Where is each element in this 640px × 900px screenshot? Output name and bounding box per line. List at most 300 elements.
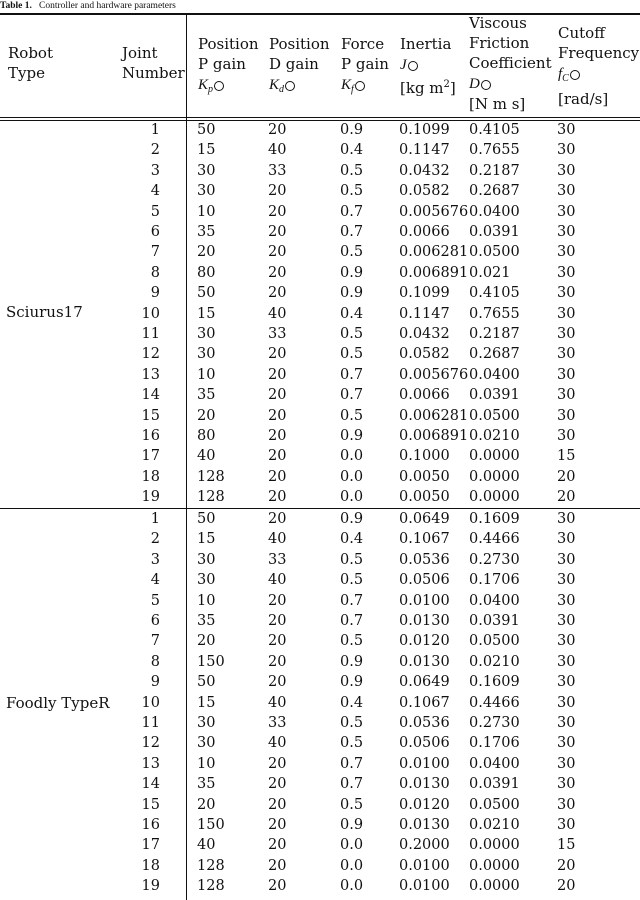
joint-number-cell: 14 — [141, 776, 160, 793]
kf-cell: 0.5 — [340, 183, 364, 200]
inertia-cell: 0.1147 — [399, 305, 450, 322]
kf-cell: 0.7 — [340, 387, 364, 404]
inertia-cell: 0.0100 — [399, 878, 450, 895]
joint-number-cell: 17 — [141, 837, 160, 854]
section-sciurus17 — [0, 120, 640, 509]
table-row — [0, 406, 640, 427]
robot-type-label: Foodly TypeR — [6, 694, 110, 712]
cutoff-cell: 30 — [557, 224, 576, 240]
table-row — [0, 161, 640, 182]
joint-number-cell: 13 — [141, 755, 160, 772]
kp-cell: 10 — [197, 592, 216, 609]
viscous-cell: 0.2687 — [469, 346, 520, 363]
table-row — [0, 856, 640, 877]
inertia-cell: 0.1067 — [399, 694, 450, 711]
joint-number-cell: 3 — [150, 551, 160, 568]
kd-cell: 40 — [268, 305, 287, 322]
kf-cell: 0.9 — [340, 285, 364, 302]
viscous-cell: 0.0391 — [469, 387, 520, 404]
inertia-cell: 0.0100 — [399, 857, 450, 874]
kp-cell: 15 — [197, 142, 216, 159]
kp-cell: 20 — [197, 244, 216, 261]
viscous-cell: 0.0400 — [469, 755, 520, 772]
viscous-cell: 0.0000 — [469, 837, 520, 854]
cutoff-cell: 30 — [557, 613, 576, 629]
joint-number-cell: 19 — [141, 878, 160, 895]
viscous-cell: 0.0210 — [469, 653, 520, 670]
inertia-cell: 0.1099 — [399, 122, 450, 138]
table-row — [0, 344, 640, 365]
kf-cell: 0.5 — [340, 715, 364, 731]
cutoff-cell: 30 — [557, 122, 576, 138]
kp-cell: 30 — [197, 326, 216, 342]
kf-cell: 0.7 — [340, 613, 364, 629]
joint-number-cell: 11 — [141, 715, 160, 731]
table-row — [0, 550, 640, 571]
kf-cell: 0.0 — [340, 878, 364, 895]
table-row — [0, 487, 640, 508]
viscous-cell: 0.2187 — [469, 162, 520, 179]
table-row — [0, 242, 640, 263]
table-row — [0, 385, 640, 406]
kf-cell: 0.9 — [340, 264, 364, 281]
kp-cell: 10 — [197, 203, 216, 220]
kp-cell: 35 — [197, 387, 216, 404]
kf-cell: 0.5 — [340, 796, 364, 813]
joint-number-cell: 8 — [150, 653, 160, 670]
viscous-cell: 0.0000 — [469, 448, 520, 465]
inertia-cell: 0.2000 — [399, 837, 450, 854]
kp-cell: 50 — [197, 122, 216, 138]
inertia-cell: 0.0130 — [399, 613, 450, 629]
joint-number-cell: 15 — [141, 796, 160, 813]
cutoff-cell: 20 — [557, 857, 576, 874]
inertia-cell: 0.0506 — [399, 735, 450, 752]
joint-number-cell: 3 — [150, 162, 160, 179]
cutoff-cell: 30 — [557, 715, 576, 731]
kd-cell: 20 — [268, 264, 287, 281]
viscous-cell: 0.4105 — [469, 285, 520, 302]
kp-cell: 30 — [197, 572, 216, 589]
joint-number-cell: 12 — [141, 735, 160, 752]
cutoff-cell: 20 — [557, 878, 576, 895]
cutoff-cell: 30 — [557, 142, 576, 159]
kd-cell: 20 — [268, 674, 287, 691]
kf-cell: 0.5 — [340, 244, 364, 261]
kd-cell: 20 — [268, 448, 287, 465]
viscous-cell: 0.0000 — [469, 857, 520, 874]
kd-cell: 20 — [268, 592, 287, 609]
table-row — [0, 754, 640, 775]
table-row — [0, 774, 640, 795]
inertia-cell: 0.0536 — [399, 715, 450, 731]
kp-cell: 15 — [197, 305, 216, 322]
cutoff-cell: 30 — [557, 203, 576, 220]
cutoff-cell: 30 — [557, 407, 576, 424]
kd-cell: 33 — [268, 326, 287, 342]
table-caption — [0, 0, 176, 12]
inertia-cell: 0.1067 — [399, 531, 450, 548]
inertia-cell: 0.005676 — [399, 366, 469, 383]
kd-cell: 40 — [268, 531, 287, 548]
kp-cell: 50 — [197, 285, 216, 302]
table-row — [0, 529, 640, 550]
kp-cell: 20 — [197, 407, 216, 424]
joint-number-cell: 19 — [141, 489, 160, 506]
kf-cell: 0.9 — [340, 428, 364, 444]
table-row — [0, 263, 640, 284]
kp-cell: 80 — [197, 428, 216, 444]
kd-cell: 40 — [268, 694, 287, 711]
table-row — [0, 426, 640, 447]
viscous-cell: 0.2187 — [469, 326, 520, 342]
cutoff-cell: 30 — [557, 633, 576, 650]
joint-number-cell: 6 — [150, 613, 160, 629]
cutoff-cell: 30 — [557, 531, 576, 548]
viscous-cell: 0.0500 — [469, 633, 520, 650]
kd-cell: 20 — [268, 407, 287, 424]
joint-number-cell: 11 — [141, 326, 160, 342]
kf-cell: 0.5 — [340, 633, 364, 650]
viscous-cell: 0.4105 — [469, 122, 520, 138]
kf-cell: 0.5 — [340, 407, 364, 424]
table-row — [0, 835, 640, 856]
kf-cell: 0.5 — [340, 162, 364, 179]
viscous-cell: 0.4466 — [469, 694, 520, 711]
joint-number-cell: 12 — [141, 346, 160, 363]
inertia-cell: 0.1099 — [399, 285, 450, 302]
kd-cell: 20 — [268, 613, 287, 629]
inertia-cell: 0.1147 — [399, 142, 450, 159]
joint-number-cell: 17 — [141, 448, 160, 465]
viscous-cell: 0.0400 — [469, 592, 520, 609]
kp-cell: 15 — [197, 694, 216, 711]
header-inertia: Inertia J [kg $m^2$] — [400, 35, 456, 97]
kp-cell: 35 — [197, 613, 216, 629]
table-row — [0, 733, 640, 754]
table-row — [0, 652, 640, 673]
joint-number-cell: 16 — [141, 817, 160, 833]
viscous-cell: 0.0391 — [469, 224, 520, 240]
table-row — [0, 446, 640, 467]
joint-number-cell: 10 — [141, 694, 160, 711]
cutoff-cell: 30 — [557, 551, 576, 568]
kp-cell: 150 — [197, 653, 225, 670]
cutoff-cell: 30 — [557, 674, 576, 691]
viscous-cell: 0.0210 — [469, 817, 520, 833]
kd-cell: 20 — [268, 387, 287, 404]
kf-cell: 0.4 — [340, 305, 364, 322]
table-row — [0, 283, 640, 304]
kd-cell: 20 — [268, 285, 287, 302]
cutoff-cell: 30 — [557, 326, 576, 342]
inertia-cell: 0.006281 — [399, 244, 469, 261]
robot-type-label: Sciurus17 — [6, 303, 83, 321]
joint-number-cell: 18 — [141, 468, 160, 485]
kd-cell: 40 — [268, 735, 287, 752]
viscous-cell: 0.0500 — [469, 796, 520, 813]
joint-number-cell: 9 — [150, 285, 160, 302]
kp-cell: 128 — [197, 489, 225, 506]
table-row — [0, 365, 640, 386]
viscous-cell: 0.1706 — [469, 572, 520, 589]
kd-cell: 20 — [268, 796, 287, 813]
joint-number-cell: 4 — [150, 572, 160, 589]
viscous-cell: 0.1609 — [469, 511, 520, 527]
joint-number-cell: 14 — [141, 387, 160, 404]
kd-cell: 20 — [268, 346, 287, 363]
table-row — [0, 611, 640, 632]
table-row — [0, 795, 640, 816]
inertia-cell: 0.0130 — [399, 776, 450, 793]
table-row — [0, 181, 640, 202]
inertia-cell: 0.0649 — [399, 674, 450, 691]
joint-number-cell: 5 — [150, 203, 160, 220]
kp-cell: 30 — [197, 551, 216, 568]
joint-number-cell: 15 — [141, 407, 160, 424]
header-viscous-friction: Viscous Friction Coefficient D [N m s] — [469, 14, 552, 113]
cutoff-cell: 30 — [557, 776, 576, 793]
joint-number-cell: 10 — [141, 305, 160, 322]
table-row — [0, 222, 640, 243]
cutoff-cell: 30 — [557, 346, 576, 363]
kp-cell: 50 — [197, 511, 216, 527]
joint-number-cell: 9 — [150, 674, 160, 691]
joint-number-cell: 6 — [150, 224, 160, 240]
kd-cell: 33 — [268, 551, 287, 568]
kp-cell: 50 — [197, 674, 216, 691]
kd-cell: 20 — [268, 366, 287, 383]
inertia-cell: 0.0066 — [399, 387, 450, 404]
table-row — [0, 713, 640, 734]
cutoff-cell: 30 — [557, 264, 576, 281]
header-force-p-gain: Force P gain $K_f$ — [341, 35, 389, 95]
inertia-cell: 0.006891 — [399, 264, 469, 281]
joint-number-cell: 5 — [150, 592, 160, 609]
inertia-cell: 0.0582 — [399, 183, 450, 200]
header-cutoff-frequency: Cutoff Frequency $f_C$ [rad/s] — [558, 24, 640, 108]
table-row — [0, 324, 640, 345]
inertia-cell: 0.0050 — [399, 468, 450, 485]
kf-cell: 0.5 — [340, 326, 364, 342]
cutoff-cell: 30 — [557, 572, 576, 589]
inertia-cell: 0.006891 — [399, 428, 469, 444]
viscous-cell: 0.0210 — [469, 428, 520, 444]
kd-cell: 20 — [268, 633, 287, 650]
table-row — [0, 631, 640, 652]
kf-cell: 0.0 — [340, 468, 364, 485]
kf-cell: 0.5 — [340, 735, 364, 752]
kf-cell: 0.5 — [340, 346, 364, 363]
kd-cell: 20 — [268, 468, 287, 485]
kf-cell: 0.7 — [340, 592, 364, 609]
kf-cell: 0.0 — [340, 857, 364, 874]
caption-text: Controller and hardware parameters — [38, 1, 176, 11]
kp-cell: 35 — [197, 776, 216, 793]
kd-cell: 20 — [268, 857, 287, 874]
kd-cell: 20 — [268, 489, 287, 506]
inertia-cell: 0.0582 — [399, 346, 450, 363]
inertia-cell: 0.0506 — [399, 572, 450, 589]
kd-cell: 20 — [268, 122, 287, 138]
kf-cell: 0.5 — [340, 572, 364, 589]
cutoff-cell: 30 — [557, 653, 576, 670]
table-row — [0, 202, 640, 223]
kf-cell: 0.7 — [340, 224, 364, 240]
kf-cell: 0.7 — [340, 755, 364, 772]
table-row — [0, 509, 640, 530]
viscous-cell: 0.021 — [469, 264, 511, 281]
kd-cell: 20 — [268, 817, 287, 833]
kd-cell: 20 — [268, 428, 287, 444]
cutoff-cell: 20 — [557, 468, 576, 485]
joint-number-cell: 4 — [150, 183, 160, 200]
viscous-cell: 0.0000 — [469, 878, 520, 895]
kf-cell: 0.0 — [340, 448, 364, 465]
joint-number-cell: 16 — [141, 428, 160, 444]
joint-number-cell: 8 — [150, 264, 160, 281]
viscous-cell: 0.0400 — [469, 366, 520, 383]
cutoff-cell: 15 — [557, 837, 576, 854]
kp-cell: 30 — [197, 735, 216, 752]
cutoff-cell: 30 — [557, 387, 576, 404]
kp-cell: 40 — [197, 448, 216, 465]
cutoff-cell: 30 — [557, 511, 576, 527]
inertia-cell: 0.0649 — [399, 511, 450, 527]
cutoff-cell: 30 — [557, 735, 576, 752]
header-robot-type: Robot Type — [8, 44, 53, 82]
joint-number-cell: 1 — [150, 511, 160, 527]
kf-cell: 0.4 — [340, 531, 364, 548]
kp-cell: 128 — [197, 878, 225, 895]
cutoff-cell: 30 — [557, 366, 576, 383]
kd-cell: 20 — [268, 776, 287, 793]
kd-cell: 20 — [268, 183, 287, 200]
joint-number-cell: 1 — [150, 122, 160, 138]
kd-cell: 20 — [268, 878, 287, 895]
kf-cell: 0.4 — [340, 142, 364, 159]
cutoff-cell: 30 — [557, 162, 576, 179]
kp-cell: 35 — [197, 224, 216, 240]
kf-cell: 0.0 — [340, 489, 364, 506]
kf-cell: 0.9 — [340, 511, 364, 527]
table-row — [0, 304, 640, 325]
cutoff-cell: 20 — [557, 489, 576, 506]
viscous-cell: 0.0391 — [469, 776, 520, 793]
header-joint-number: Joint Number — [122, 44, 185, 82]
kp-cell: 10 — [197, 755, 216, 772]
kp-cell: 30 — [197, 715, 216, 731]
kp-cell: 30 — [197, 183, 216, 200]
viscous-cell: 0.2730 — [469, 715, 520, 731]
kd-cell: 20 — [268, 203, 287, 220]
viscous-cell: 0.0391 — [469, 613, 520, 629]
cutoff-cell: 30 — [557, 755, 576, 772]
joint-number-cell: 18 — [141, 857, 160, 874]
table-row — [0, 693, 640, 714]
table-row — [0, 570, 640, 591]
kf-cell: 0.9 — [340, 653, 364, 670]
inertia-cell: 0.005676 — [399, 203, 469, 220]
kd-cell: 20 — [268, 224, 287, 240]
inertia-cell: 0.0100 — [399, 755, 450, 772]
cutoff-cell: 30 — [557, 183, 576, 200]
table-row — [0, 672, 640, 693]
table-row — [0, 591, 640, 612]
inertia-cell: 0.0066 — [399, 224, 450, 240]
inertia-cell: 0.0050 — [399, 489, 450, 506]
kd-cell: 20 — [268, 837, 287, 854]
cutoff-cell: 30 — [557, 592, 576, 609]
viscous-cell: 0.2687 — [469, 183, 520, 200]
cutoff-cell: 30 — [557, 285, 576, 302]
kp-cell: 30 — [197, 162, 216, 179]
kf-cell: 0.7 — [340, 776, 364, 793]
table-row — [0, 140, 640, 161]
inertia-cell: 0.0120 — [399, 633, 450, 650]
cutoff-cell: 30 — [557, 817, 576, 833]
header-position-d-gain: Position D gain $K_d$ — [269, 35, 330, 95]
inertia-cell: 0.0100 — [399, 592, 450, 609]
kd-cell: 33 — [268, 715, 287, 731]
kp-cell: 40 — [197, 837, 216, 854]
inertia-cell: 0.0432 — [399, 162, 450, 179]
kf-cell: 0.7 — [340, 366, 364, 383]
kp-cell: 20 — [197, 796, 216, 813]
viscous-cell: 0.4466 — [469, 531, 520, 548]
kf-cell: 0.4 — [340, 694, 364, 711]
section-foodly-typer — [0, 509, 640, 900]
kp-cell: 20 — [197, 633, 216, 650]
cutoff-cell: 15 — [557, 448, 576, 465]
joint-number-cell: 7 — [150, 633, 160, 650]
kd-cell: 20 — [268, 755, 287, 772]
kp-cell: 30 — [197, 346, 216, 363]
table-row — [0, 815, 640, 836]
joint-number-cell: 2 — [150, 142, 160, 159]
inertia-cell: 0.0536 — [399, 551, 450, 568]
kd-cell: 40 — [268, 142, 287, 159]
inertia-cell: 0.0432 — [399, 326, 450, 342]
viscous-cell: 0.0000 — [469, 468, 520, 485]
inertia-cell: 0.006281 — [399, 407, 469, 424]
cutoff-cell: 30 — [557, 305, 576, 322]
kf-cell: 0.9 — [340, 817, 364, 833]
joint-number-cell: 13 — [141, 366, 160, 383]
kp-cell: 150 — [197, 817, 225, 833]
cutoff-cell: 30 — [557, 796, 576, 813]
header-position-p-gain: Position P gain $K_p$ — [198, 35, 259, 95]
kf-cell: 0.0 — [340, 837, 364, 854]
table-row — [0, 120, 640, 141]
caption-label: Table 1. — [0, 1, 32, 11]
viscous-cell: 0.1706 — [469, 735, 520, 752]
viscous-cell: 0.0400 — [469, 203, 520, 220]
kf-cell: 0.7 — [340, 203, 364, 220]
joint-number-cell: 2 — [150, 531, 160, 548]
viscous-cell: 0.7655 — [469, 305, 520, 322]
kd-cell: 20 — [268, 244, 287, 261]
viscous-cell: 0.2730 — [469, 551, 520, 568]
cutoff-cell: 30 — [557, 694, 576, 711]
viscous-cell: 0.7655 — [469, 142, 520, 159]
inertia-cell: 0.0130 — [399, 817, 450, 833]
kf-cell: 0.5 — [340, 551, 364, 568]
kf-cell: 0.9 — [340, 674, 364, 691]
viscous-cell: 0.0000 — [469, 489, 520, 506]
kp-cell: 10 — [197, 366, 216, 383]
inertia-cell: 0.0130 — [399, 653, 450, 670]
